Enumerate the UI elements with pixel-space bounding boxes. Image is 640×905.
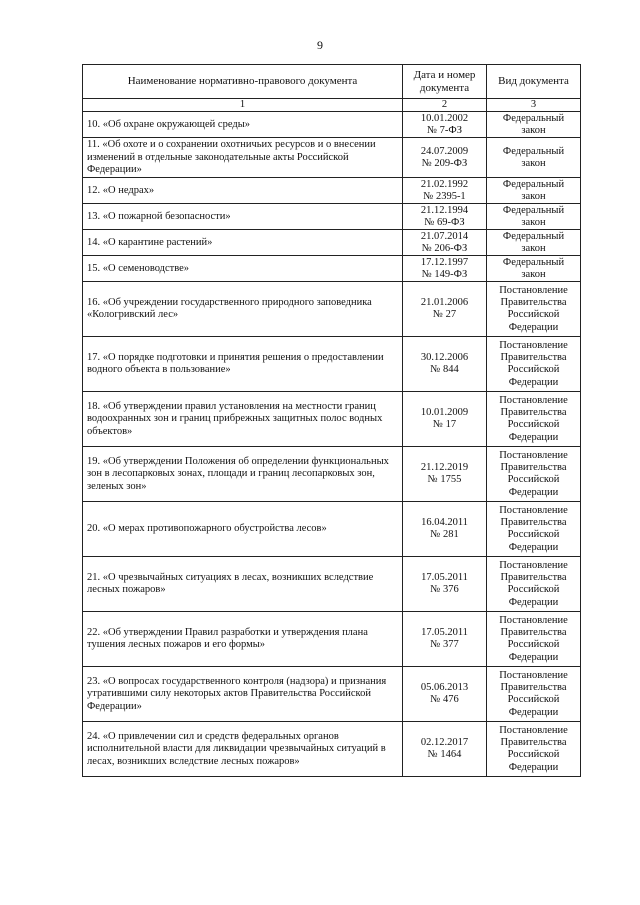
table-row [83,722,581,777]
document-date: 24.07.2009 [420,145,469,157]
document-kind: Постановление Правительства Российской Федерации [487,502,581,557]
document-date: 21.07.2014 [420,230,469,242]
column-index-2: 2 [403,99,487,112]
document-name: 13. «О пожарной безопасности» [83,204,403,230]
document-date-number [403,557,487,612]
document-name: 14. «О карантине растений» [83,230,403,256]
document-date: 17.12.1997 [420,256,469,268]
document-date-number [403,502,487,557]
table-row [83,204,581,230]
document-name: 18. «Об утверждении правил установления на местности границ водоохранных зон и границ прибрежных защитных полос водных объектов» [83,392,403,447]
document-date: 30.12.2006 [420,352,469,363]
document-kind: Федеральный закон [487,138,581,178]
document-date-number [403,204,487,230]
document-kind: Федеральный закон [487,112,581,138]
document-date-number [403,392,487,447]
document-date: 21.12.2019 [420,462,469,473]
document-date: 02.12.2017 [420,737,469,748]
header-name: Наименование нормативно-правового документа [83,65,403,99]
document-number: № 1755 [427,474,462,486]
column-index-row [83,99,581,112]
document-date: 21.02.1992 [420,178,469,190]
document-kind: Федеральный закон [487,204,581,230]
document-name: 23. «О вопросах государственного контроля (надзора) и признания утратившими силу некоторых актов Правительства Российской Федерации» [83,667,403,722]
document-number: № 476 [430,694,459,706]
table-row [83,178,581,204]
document-number: № 281 [430,529,459,541]
header-date: Дата и номер документа [403,65,487,99]
document-date-number [403,256,487,282]
document-date-number [403,138,487,178]
document-date: 16.04.2011 [421,517,468,528]
column-index-3: 3 [487,99,581,112]
document-number: № 69-ФЗ [424,216,465,228]
document-name: 10. «Об охране окружающей среды» [83,112,403,138]
document-kind: Федеральный закон [487,256,581,282]
header-kind: Вид документа [487,65,581,99]
document-date-number [403,612,487,667]
document-number: № 27 [432,309,457,321]
document-number: № 7-ФЗ [427,124,462,136]
document-name: 21. «О чрезвычайных ситуациях в лесах, возникших вследствие лесных пожаров» [83,557,403,612]
table-header-row [83,65,581,99]
document-date-number [403,337,487,392]
document-kind: Постановление Правительства Российской Федерации [487,447,581,502]
document-date: 21.01.2006 [420,297,469,308]
document-kind: Постановление Правительства Российской Федерации [487,667,581,722]
document-kind: Постановление Правительства Российской Федерации [487,392,581,447]
document-date: 17.05.2011 [421,572,468,583]
document-date-number [403,722,487,777]
document-number: № 377 [430,639,459,651]
document-date-number [403,282,487,337]
document-kind: Постановление Правительства Российской Федерации [487,337,581,392]
document-kind: Постановление Правительства Российской Федерации [487,557,581,612]
table-row [83,282,581,337]
document-number: № 2395-1 [423,190,466,202]
document-kind: Постановление Правительства Российской Федерации [487,722,581,777]
document-number: № 844 [430,364,459,376]
table-row [83,230,581,256]
document-date: 17.05.2011 [421,627,468,638]
document-name: 19. «Об утверждении Положения об определении функциональных зон в лесопарковых зонах, площади и границ лесопарковых зон, зеленых зон» [83,447,403,502]
document-date-number [403,112,487,138]
document-name: 12. «О недрах» [83,178,403,204]
document-number: № 209-ФЗ [421,157,468,169]
document-number: № 206-ФЗ [421,242,468,254]
document-name: 15. «О семеноводстве» [83,256,403,282]
document-name: 17. «О порядке подготовки и принятия решения о предоставлении водного объекта в пользование» [83,337,403,392]
table-row [83,667,581,722]
document-number: № 149-ФЗ [421,268,468,280]
table-row [83,392,581,447]
document-date: 10.01.2009 [420,407,469,418]
document-name: 22. «Об утверждении Правил разработки и утверждения плана тушения лесных пожаров и его формы» [83,612,403,667]
document-name: 16. «Об учреждении государственного природного заповедника «Кологривский лес» [83,282,403,337]
document-date-number [403,230,487,256]
document-kind: Постановление Правительства Российской Федерации [487,612,581,667]
document-date: 10.01.2002 [420,112,469,124]
document-date: 21.12.1994 [420,204,469,216]
document-number: № 17 [432,419,457,431]
document-name: 11. «Об охоте и о сохранении охотничьих ресурсов и о внесении изменений в отдельные законодательные акты Российской Федерации» [83,138,403,178]
column-index-1: 1 [83,99,403,112]
table-row [83,502,581,557]
document-date-number [403,667,487,722]
document-name: 20. «О мерах противопожарного обустройства лесов» [83,502,403,557]
page-number: 9 [317,38,323,52]
document-kind: Федеральный закон [487,230,581,256]
table-row [83,256,581,282]
table-row [83,337,581,392]
document-kind: Федеральный закон [487,178,581,204]
table-row [83,557,581,612]
document-date: 05.06.2013 [420,682,469,693]
table-row [83,612,581,667]
document-date-number [403,178,487,204]
document-number: № 376 [430,584,459,596]
document-date-number [403,447,487,502]
document-name: 24. «О привлечении сил и средств федеральных органов исполнительной власти для ликвидации чрезвычайных ситуаций в лесах, возникших вследствие лесных пожаров» [83,722,403,777]
table-row [83,447,581,502]
documents-table [82,64,581,777]
table-row [83,112,581,138]
table-row [83,138,581,178]
document-kind: Постановление Правительства Российской Федерации [487,282,581,337]
document-number: № 1464 [427,749,462,761]
